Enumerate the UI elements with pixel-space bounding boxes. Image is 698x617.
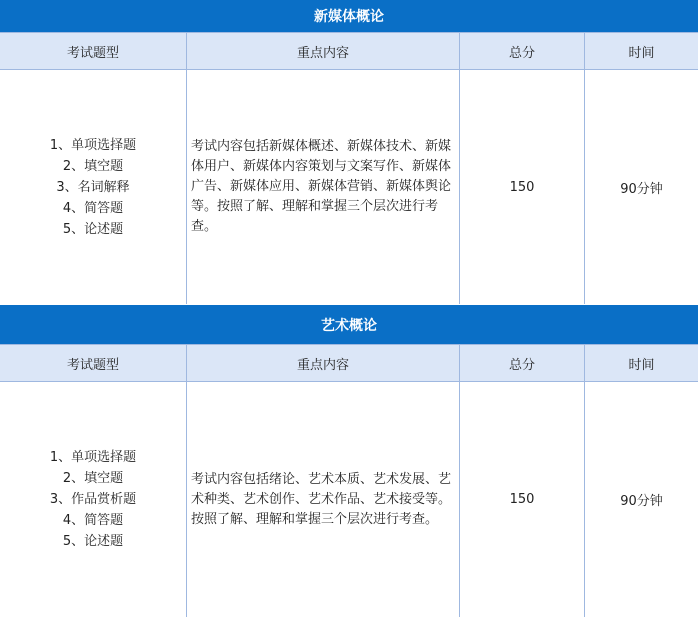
header-key-content: 重点内容	[187, 345, 460, 381]
header-total-score: 总分	[460, 33, 585, 69]
list-item: 3、名词解释	[56, 179, 130, 195]
table-row	[0, 70, 698, 304]
key-content-text: 考试内容包括绪论、艺术本质、艺术发展、艺术种类、艺术创作、艺术作品、艺术接受等。按照了解、理解和掌握三个层次进行考查。	[191, 471, 452, 527]
table-header-row	[0, 344, 698, 382]
list-item: 1、单项选择题	[49, 450, 137, 465]
total-score-value: 150	[460, 70, 585, 304]
total-score-value: 150	[460, 382, 585, 617]
time-value: 90分钟	[620, 494, 663, 509]
key-content-text: 考试内容包括新媒体概述、新媒体技术、新媒体用户、新媒体内容策划与文案写作、新媒体广告、新媒体应用、新媒体营销、新媒体舆论等。按照了解、理解和掌握三个层次进行考查。	[191, 139, 452, 234]
list-item: 2、填空题	[62, 471, 124, 486]
header-question-type: 考试题型	[0, 345, 187, 381]
list-item: 1、单项选择题	[49, 137, 137, 153]
table-row	[0, 382, 698, 617]
time-value: 90分钟	[620, 181, 663, 197]
header-time: 时间	[628, 357, 655, 373]
header-key-content: 重点内容	[187, 33, 460, 69]
header-time: 时间	[628, 45, 655, 61]
list-item: 4、简答题	[62, 200, 124, 216]
section-title-new-media: 新媒体概论	[0, 0, 698, 32]
header-total-score: 总分	[460, 345, 585, 381]
list-item: 3、作品赏析题	[49, 492, 137, 507]
table-header-row	[0, 32, 698, 70]
list-item: 4、简答题	[62, 513, 124, 528]
key-content-cell	[187, 70, 460, 304]
key-content-cell	[187, 382, 460, 617]
question-types-list	[0, 382, 187, 617]
section-title-art: 艺术概论	[0, 305, 698, 344]
question-types-list	[0, 70, 187, 304]
header-question-type: 考试题型	[0, 33, 187, 69]
list-item: 2、填空题	[62, 158, 124, 174]
list-item: 5、论述题	[62, 221, 124, 237]
list-item: 5、论述题	[62, 534, 124, 549]
